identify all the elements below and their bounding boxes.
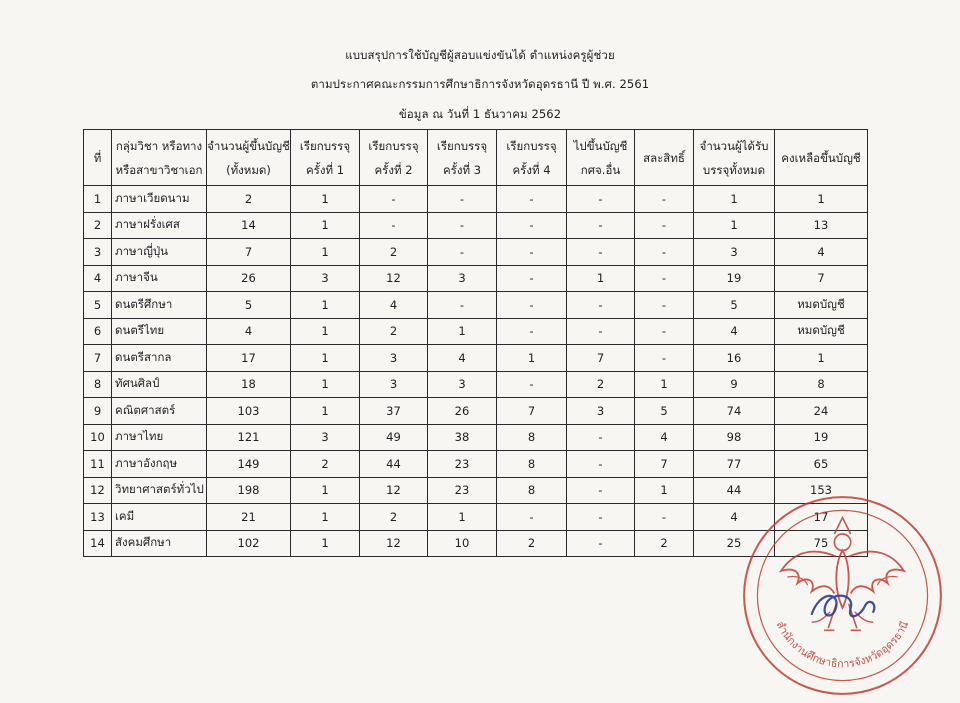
table-row [84,186,868,213]
table-cell: 5 [207,292,291,319]
subject-cell: ภาษาไทย [112,424,207,451]
table-cell: หมดบัญชี [775,318,868,345]
table-cell: 37 [360,398,428,425]
table-cell: 1 [291,530,360,557]
table-cell: 4 [694,504,775,531]
table-cell: 1 [694,186,775,213]
table-row [84,292,868,319]
column-header [694,130,775,186]
column-header-line1: กลุ่มวิชา หรือทาง [115,138,203,153]
table-cell: 1 [428,318,497,345]
table-cell: 1 [84,186,112,213]
column-header [567,130,635,186]
column-header-line2: ครั้งที่ 3 [442,162,482,177]
table-cell: 13 [84,504,112,531]
table-cell: - [635,265,694,292]
table-cell: - [635,212,694,239]
table-cell: 98 [694,424,775,451]
table-cell: 19 [775,424,868,451]
table-cell: 23 [428,451,497,478]
table-cell: 14 [84,530,112,557]
table-cell: หมดบัญชี [775,292,868,319]
table-row [84,318,868,345]
column-header-line2: กศจ.อื่น [580,162,621,177]
table-cell: 9 [84,398,112,425]
table-cell: 1 [775,186,868,213]
table-cell: 102 [207,530,291,557]
table-cell: - [635,504,694,531]
table-cell: 12 [84,477,112,504]
table-cell: 21 [207,504,291,531]
table-cell: 4 [428,345,497,372]
table-cell: 26 [428,398,497,425]
table-cell: 25 [694,530,775,557]
table-cell: - [567,186,635,213]
table-cell: 1 [497,345,567,372]
table-cell: 1 [428,504,497,531]
table-cell: 1 [291,371,360,398]
table-cell: 7 [567,345,635,372]
table-cell: 77 [694,451,775,478]
table-cell: 4 [775,239,868,266]
table-cell: - [360,212,428,239]
table-cell: 5 [635,398,694,425]
column-header [360,130,428,186]
table-cell: 3 [291,265,360,292]
table-row [84,424,868,451]
column-header-line1: เรียกบรรจุ [368,138,419,153]
document-subtitle: ตามประกาศคณะกรรมการศึกษาธิการจังหวัดอุดรธานี ปี พ.ศ. 2561 [310,77,650,91]
table-cell: 14 [207,212,291,239]
column-header [497,130,567,186]
table-cell: 1 [291,318,360,345]
table-cell: - [635,345,694,372]
table-cell: - [428,212,497,239]
column-header-line1: เรียกบรรจุ [506,138,557,153]
table-cell: 12 [360,530,428,557]
table-cell: - [567,504,635,531]
table-cell: 2 [207,186,291,213]
table-cell: - [428,292,497,319]
subject-cell: ทัศนศิลป์ [112,371,207,398]
table-cell: 3 [428,371,497,398]
column-header-line2: หรือสาขาวิชาเอก [115,162,203,177]
table-cell: 3 [567,398,635,425]
subject-cell: ภาษาฝรั่งเศส [112,212,207,239]
table-cell: 8 [497,424,567,451]
column-header-line1: เรียกบรรจุ [436,138,488,153]
column-header [112,130,207,186]
table-cell: 3 [84,239,112,266]
table-cell: - [497,186,567,213]
table-cell: - [635,292,694,319]
subject-cell: ดนตรีศึกษา [112,292,207,319]
table-cell: - [567,239,635,266]
table-cell: 7 [84,345,112,372]
table-cell: 153 [775,477,868,504]
table-cell: 1 [635,477,694,504]
table-cell: 2 [291,451,360,478]
table-cell: 1 [291,239,360,266]
table-cell: - [635,239,694,266]
table-cell: 44 [694,477,775,504]
official-seal-stamp [740,493,945,698]
column-header-line2: ครั้งที่ 2 [374,162,413,177]
column-header [775,130,868,186]
table-cell: 5 [694,292,775,319]
subject-cell: ภาษาจีน [112,265,207,292]
table-cell: - [567,477,635,504]
table-cell: - [497,265,567,292]
table-row [84,451,868,478]
table-cell: 3 [360,371,428,398]
table-cell: 7 [775,265,868,292]
column-header-line1: สละสิทธิ์ [643,150,685,165]
table-cell: 3 [694,239,775,266]
table-cell: 2 [635,530,694,557]
table-cell: 1 [291,345,360,372]
table-cell: 3 [360,345,428,372]
table-cell: - [497,504,567,531]
table-cell: - [360,186,428,213]
table-cell: 17 [775,504,868,531]
table-cell: 23 [428,477,497,504]
table-cell: 44 [360,451,428,478]
table-cell: 3 [428,265,497,292]
column-header-line2: บรรจุทั้งหมด [702,162,766,177]
table-cell: - [567,212,635,239]
column-header [84,130,112,186]
table-cell: - [497,212,567,239]
table-cell: 5 [84,292,112,319]
table-cell: 1 [635,371,694,398]
column-header [428,130,497,186]
subject-cell: ดนตรีสากล [112,345,207,372]
table-cell: - [497,239,567,266]
table-cell: 7 [207,239,291,266]
table-cell: 4 [635,424,694,451]
column-header-line1: ที่ [93,150,102,165]
table-cell: 198 [207,477,291,504]
table-cell: 1 [291,398,360,425]
subject-cell: ภาษาเวียดนาม [112,186,207,213]
table-cell: 149 [207,451,291,478]
subject-cell: ภาษาญี่ปุ่น [112,239,207,266]
table-cell: 7 [635,451,694,478]
table-cell: 4 [207,318,291,345]
subject-cell: สังคมศึกษา [112,530,207,557]
table-cell: 8 [775,371,868,398]
table-row [84,371,868,398]
table-cell: 1 [291,212,360,239]
table-cell: 75 [775,530,868,557]
subject-cell: ภาษาอังกฤษ [112,451,207,478]
table-cell: 11 [84,451,112,478]
subject-cell: เคมี [112,504,207,531]
table-cell: 74 [694,398,775,425]
table-cell: 8 [497,451,567,478]
table-cell: - [567,292,635,319]
table-cell: 10 [428,530,497,557]
table-cell: 17 [207,345,291,372]
table-cell: 19 [694,265,775,292]
table-row [84,265,868,292]
table-cell: 12 [360,477,428,504]
table-cell: 2 [360,504,428,531]
table-cell: - [428,239,497,266]
subject-cell: วิทยาศาสตร์ทั่วไป [112,477,207,504]
table-cell: 49 [360,424,428,451]
table-row [84,345,868,372]
table-cell: 6 [84,318,112,345]
table-cell: 8 [497,477,567,504]
table-cell: 121 [207,424,291,451]
column-header-line1: คงเหลือขึ้นบัญชี [781,150,861,165]
table-cell: 1 [291,477,360,504]
table-cell: 4 [360,292,428,319]
table-cell: 1 [694,212,775,239]
table-cell: 8 [84,371,112,398]
table-cell: 1 [567,265,635,292]
table-cell: 2 [567,371,635,398]
table-cell: 4 [694,318,775,345]
table-cell: 1 [291,186,360,213]
column-header-line1: ไปขึ้นบัญชี [573,138,628,153]
table-cell: 1 [775,345,868,372]
column-header [635,130,694,186]
table-cell: - [497,371,567,398]
table-cell: 2 [360,318,428,345]
table-cell: - [567,530,635,557]
column-header-line1: จำนวนผู้ได้รับ [699,138,769,153]
table-cell: 65 [775,451,868,478]
table-cell: 12 [360,265,428,292]
table-cell: 26 [207,265,291,292]
column-header-line1: จำนวนผู้ขึ้นบัญชี [207,138,290,153]
table-row [84,212,868,239]
table-cell: 4 [84,265,112,292]
subject-cell: คณิตศาสตร์ [112,398,207,425]
table-cell: 18 [207,371,291,398]
table-cell: 9 [694,371,775,398]
table-cell: - [567,424,635,451]
table-cell: - [497,292,567,319]
table-cell: 16 [694,345,775,372]
table-cell: 13 [775,212,868,239]
table-cell: 1 [291,292,360,319]
column-header [291,130,360,186]
table-cell: 2 [497,530,567,557]
table-cell: 24 [775,398,868,425]
document-title: แบบสรุปการใช้บัญชีผู้สอบแข่งขันได้ ตำแหน่งครูผู้ช่วย [345,48,615,62]
table-cell: 103 [207,398,291,425]
column-header [207,130,291,186]
table-cell: - [567,451,635,478]
column-header-line2: ครั้งที่ 1 [305,162,345,177]
table-header-row [84,130,868,186]
table-cell: - [428,186,497,213]
table-cell: 7 [497,398,567,425]
table-row [84,398,868,425]
table-cell: - [567,318,635,345]
column-header-line2: (ทั้งหมด) [226,162,271,177]
subject-cell: ดนตรีไทย [112,318,207,345]
document-date-line: ข้อมูล ณ วันที่ 1 ธันวาคม 2562 [398,107,562,121]
column-header-line1: เรียกบรรจุ [299,138,351,153]
stamp-ring-text: สำนักงานศึกษาธิการจังหวัดอุดรธานี [773,618,912,671]
table-cell: 1 [291,504,360,531]
table-cell: - [497,318,567,345]
table-cell: - [635,186,694,213]
table-cell: - [635,318,694,345]
column-header-line2: ครั้งที่ 4 [512,162,551,177]
table-cell: 38 [428,424,497,451]
table-row [84,239,868,266]
table-cell: 10 [84,424,112,451]
table-cell: 2 [360,239,428,266]
table-cell: 2 [84,212,112,239]
table-cell: 3 [291,424,360,451]
